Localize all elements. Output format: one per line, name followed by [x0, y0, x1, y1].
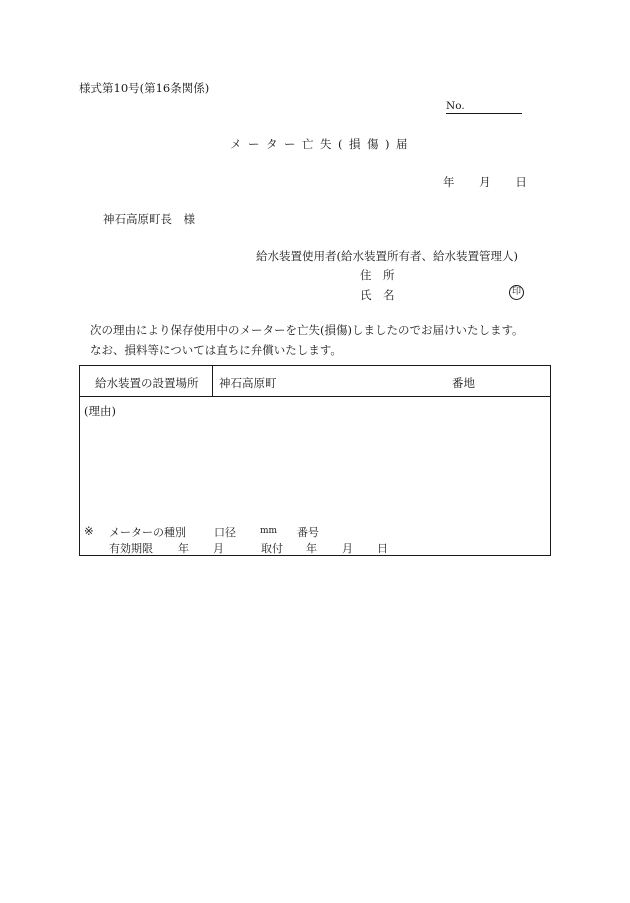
location-town: 神石高原町: [219, 376, 277, 390]
date-line: [443, 174, 527, 190]
location-label: 給水装置の設置場所: [95, 376, 199, 390]
install-year: 年: [306, 542, 317, 555]
form-table: [79, 365, 551, 556]
document-number-field: No.: [446, 100, 522, 114]
date-year: 年: [443, 175, 455, 189]
seal-mark: 印: [509, 285, 524, 300]
note-mark: ※: [84, 524, 94, 538]
applicant-title: 給水装置使用者(給水装置所有者、給水装置管理人): [256, 249, 518, 263]
bore-label: 口径: [214, 526, 236, 539]
row-divider: [80, 396, 550, 397]
document-title: メーター亡失(損傷)届: [230, 137, 414, 151]
validity-month: 月: [213, 542, 224, 555]
validity-year: 年: [178, 542, 189, 555]
date-day: 日: [515, 175, 527, 189]
date-month: 月: [479, 175, 491, 189]
location-banchi: 番地: [452, 376, 475, 390]
address-label: 住 所: [360, 268, 395, 282]
mm-unit: mm: [260, 526, 278, 536]
column-divider: [212, 366, 213, 396]
body-line-1: 次の理由により保存使用中のメーターを亡失(損傷)しましたのでお届けいたします。: [90, 323, 524, 337]
validity-label: 有効期限: [109, 542, 153, 555]
body-line-2: なお、損料等については直ちに弁償いたします。: [90, 343, 342, 357]
name-label: 氏 名: [360, 288, 395, 302]
install-day: 日: [377, 542, 388, 555]
install-month: 月: [342, 542, 353, 555]
reason-label: (理由): [84, 404, 116, 418]
install-label: 取付: [261, 542, 283, 555]
meter-type-label: メーターの種別: [109, 526, 186, 539]
form-number: 様式第10号(第16条関係): [79, 81, 210, 95]
addressee: 神石高原町長 様: [103, 212, 195, 226]
meter-number-label: 番号: [297, 526, 319, 539]
